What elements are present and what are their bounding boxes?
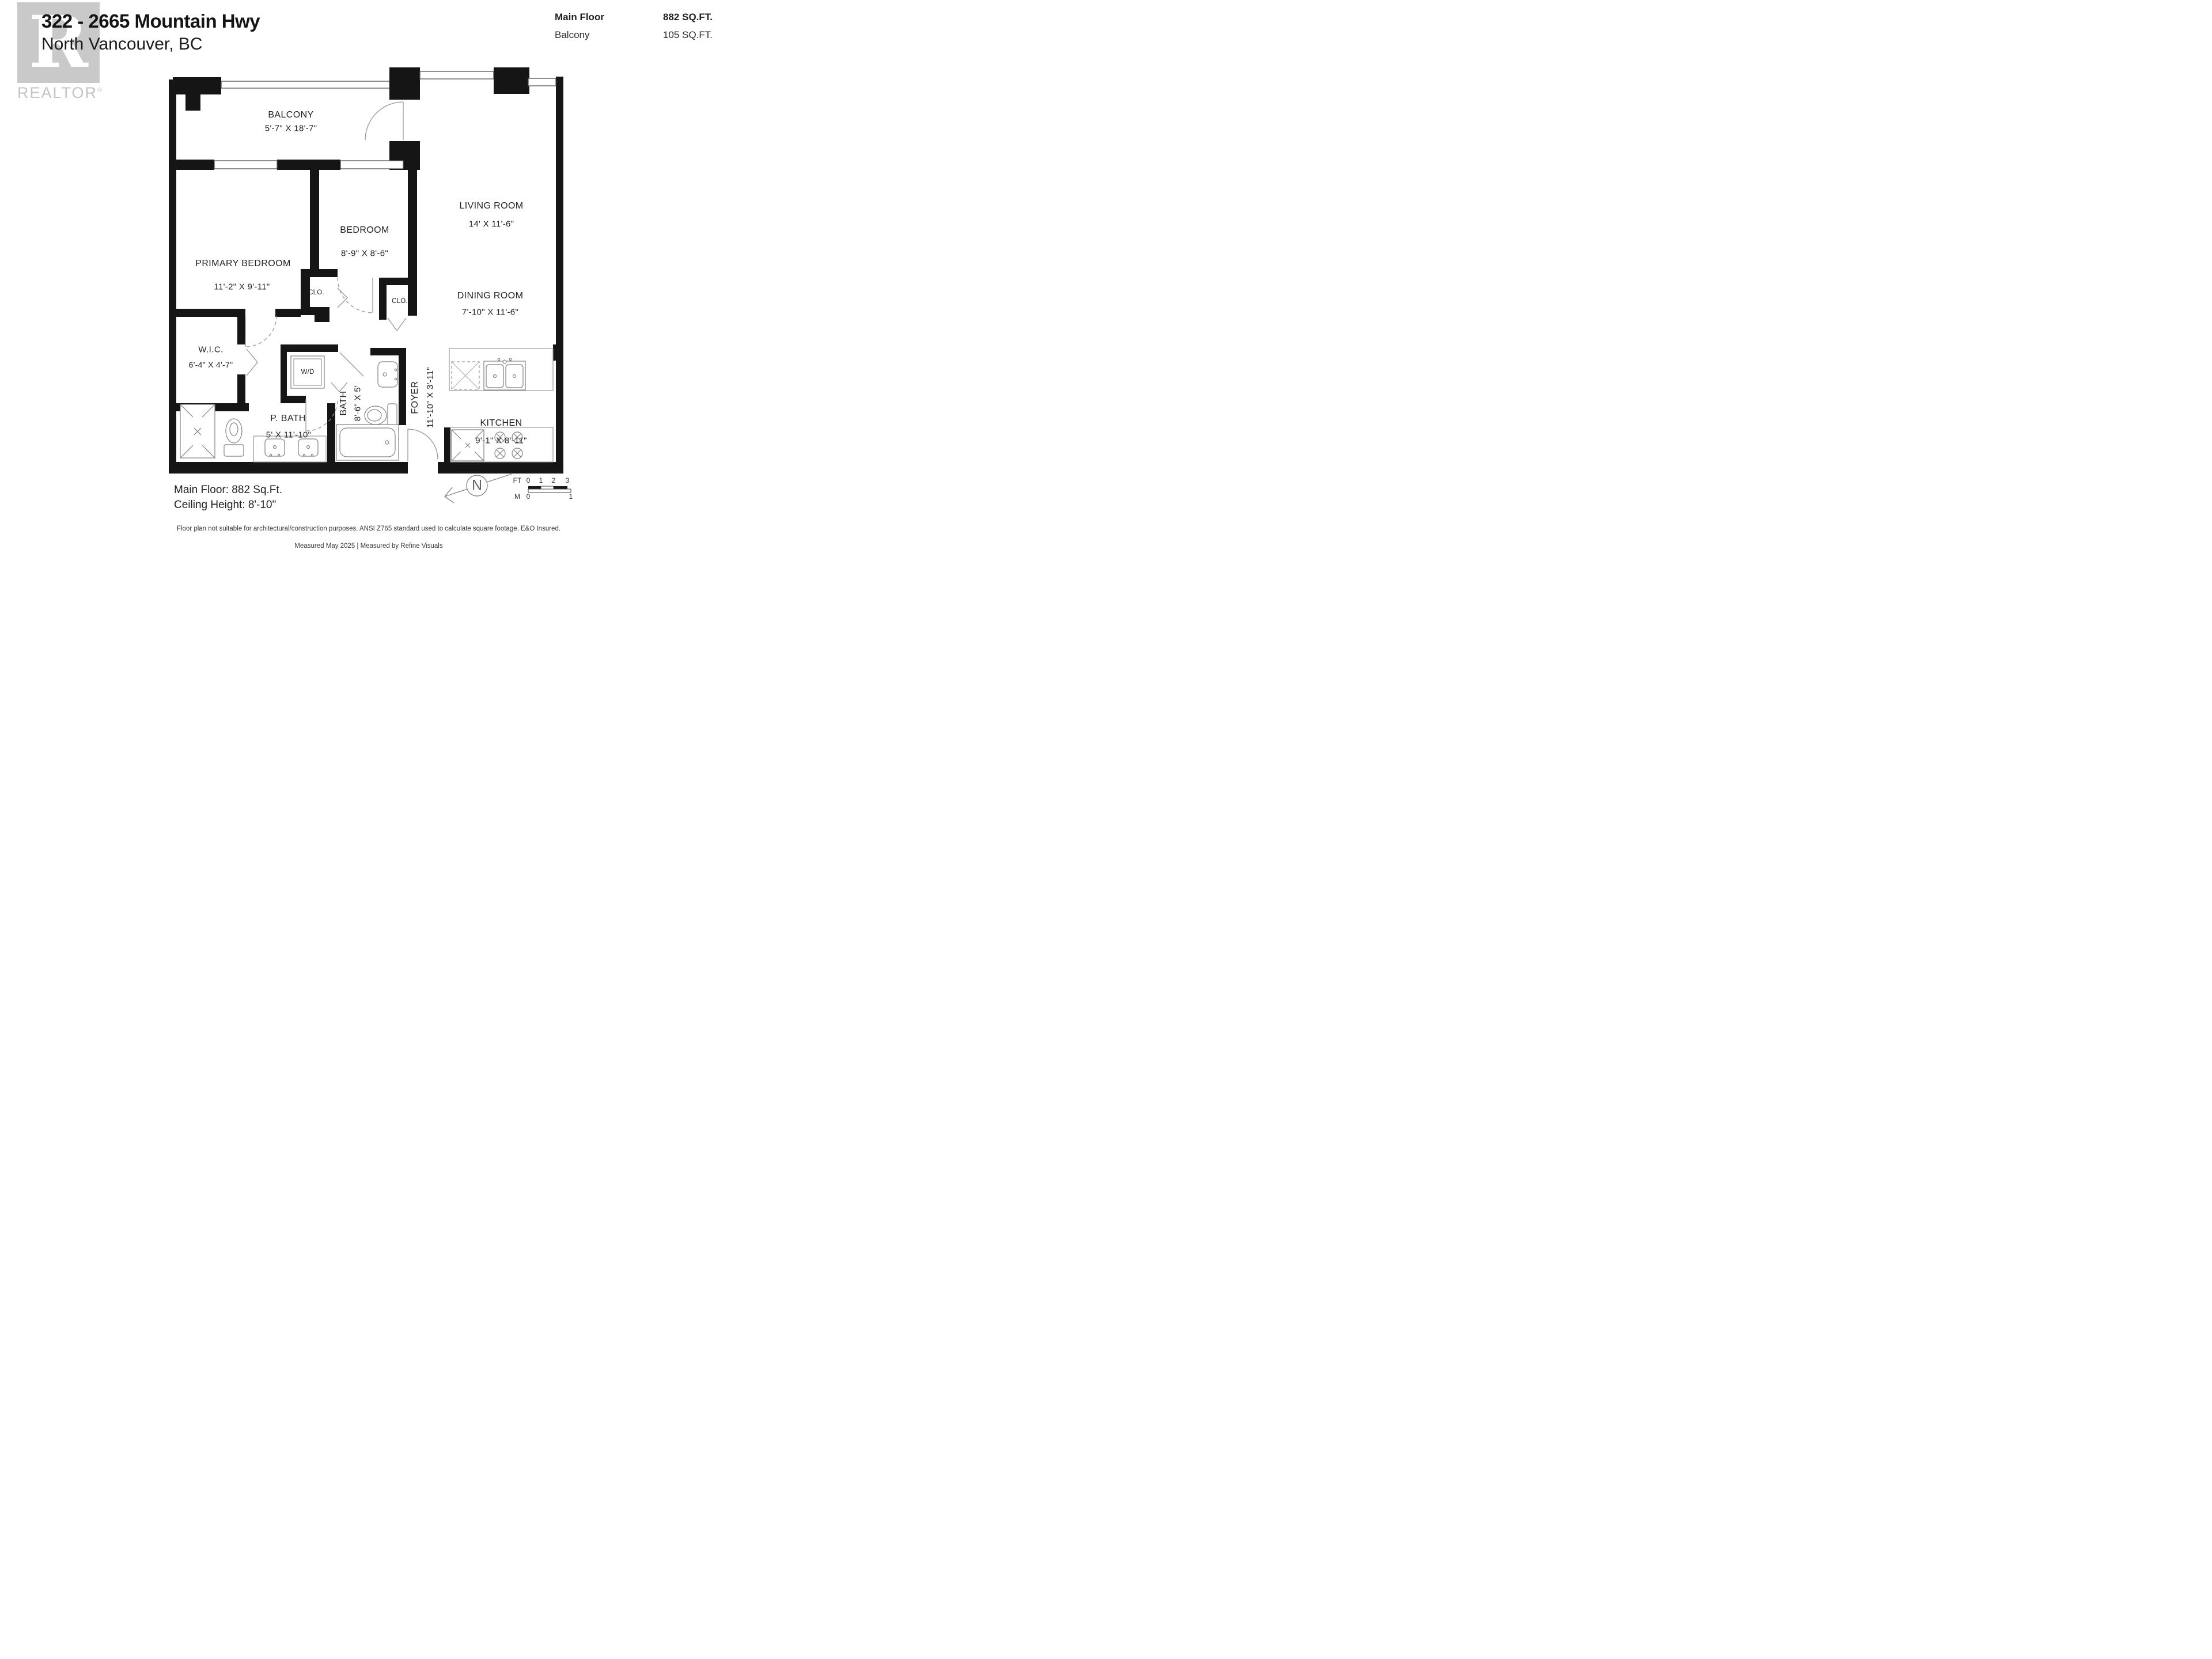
- disclaimer-line-2: Measured May 2025 | Measured by Refine Visuals: [294, 543, 443, 550]
- living-room-window: [420, 71, 494, 79]
- room-label-balcony: BALCONY: [268, 110, 314, 120]
- primary-closet-bifold-icon: [338, 288, 347, 308]
- bedroom-door-arc: [338, 278, 373, 313]
- room-dims-bedroom: 8'-9" X 8'-6": [341, 248, 388, 259]
- living-room-corner-window: [528, 78, 556, 86]
- room-label-pbath: P. BATH: [270, 414, 306, 423]
- scale-ft-label: FT: [513, 476, 522, 484]
- scale-ft-tick-2: 2: [551, 476, 556, 484]
- floor-plan-page: [0, 0, 737, 553]
- room-label-bath: BATH: [339, 391, 349, 416]
- scale-ft-tick-0: 0: [526, 476, 531, 484]
- room-label-foyer: FOYER: [410, 381, 420, 414]
- compass-north-letter: N: [471, 477, 483, 494]
- bedroom-closet-bifold-icon: [388, 318, 406, 331]
- room-dims-bath: 8'-6" X 5': [353, 385, 363, 422]
- room-label-living: LIVING ROOM: [459, 201, 524, 211]
- wic-door-icon: [247, 349, 257, 376]
- room-dims-balcony: 5'-7" X 18'-7": [264, 123, 317, 134]
- floor-plan-canvas: [0, 0, 737, 553]
- realtor-logo-letter: R: [28, 1, 89, 84]
- bath-toilet-icon: [365, 404, 397, 427]
- pbath-vanity-icon: [253, 436, 326, 462]
- room-label-kitchen: KITCHEN: [480, 418, 522, 428]
- realtor-brand: REALTOR: [17, 84, 98, 101]
- legend-value-balcony: 105 SQ.FT.: [663, 29, 713, 40]
- page-subtitle: North Vancouver, BC: [41, 35, 203, 54]
- scale-m-label: M: [514, 493, 520, 501]
- room-label-primary-bedroom: PRIMARY BEDROOM: [195, 259, 291, 268]
- shower-icon: [180, 404, 215, 458]
- bathtub-icon: [336, 425, 399, 460]
- room-label-dining: DINING ROOM: [457, 291, 524, 301]
- room-dims-dining: 7'-10" X 11'-6": [461, 307, 519, 317]
- balcony-door-arc: [365, 102, 403, 140]
- disclaimer-line-1: Floor plan not suitable for architectural/construction purposes. ANSI Z765 standard used to calculate square footage. E&O Insured.: [176, 525, 561, 532]
- closet-label-primary: CLO.: [308, 289, 324, 296]
- pbath-toilet-icon: [224, 419, 244, 456]
- note-main-floor-area: Main Floor: 882 Sq.Ft.: [174, 484, 282, 496]
- registered-mark: ®: [97, 87, 104, 94]
- scale-ft-tick-1: 1: [539, 476, 543, 484]
- room-dims-foyer: 11'-10" X 3'-11": [425, 367, 435, 428]
- room-label-wic: W.I.C.: [198, 344, 224, 355]
- primary-bedroom-window: [214, 161, 277, 169]
- kitchen-sink-icon: [484, 358, 525, 390]
- room-dims-living: 14' X 11'-6": [468, 219, 514, 229]
- page-title: 322 - 2665 Mountain Hwy: [41, 10, 260, 32]
- scale-m-tick-0: 0: [526, 493, 531, 501]
- dishwasher-icon: [452, 362, 479, 389]
- scale-bar: [528, 486, 571, 493]
- washer-dryer-label: W/D: [301, 369, 315, 376]
- bath-door-leaf: [340, 353, 363, 376]
- room-dims-wic: 6'-4" X 4'-7": [188, 360, 233, 369]
- room-dims-kitchen: 9'-1" X 8'-11": [475, 435, 527, 446]
- balcony-railing-window: [221, 81, 389, 88]
- room-dims-pbath: 5' X 11'-10": [266, 430, 312, 440]
- legend-label-main-floor: Main Floor: [555, 12, 604, 22]
- primary-door-arc: [245, 316, 276, 347]
- room-label-bedroom: BEDROOM: [340, 225, 389, 235]
- bath-sink-icon: [378, 362, 397, 387]
- scale-m-tick-1: 1: [569, 493, 573, 501]
- note-ceiling-height: Ceiling Height: 8'-10": [174, 499, 276, 511]
- scale-ft-tick-3: 3: [565, 476, 570, 484]
- bedroom-window: [340, 161, 403, 169]
- legend-value-main-floor: 882 SQ.FT.: [663, 12, 713, 22]
- room-dims-primary-bedroom: 11'-2" X 9'-11": [214, 282, 270, 292]
- closet-label-bedroom: CLO.: [392, 298, 408, 305]
- entry-door-arc: [408, 429, 438, 459]
- legend-label-balcony: Balcony: [555, 29, 590, 40]
